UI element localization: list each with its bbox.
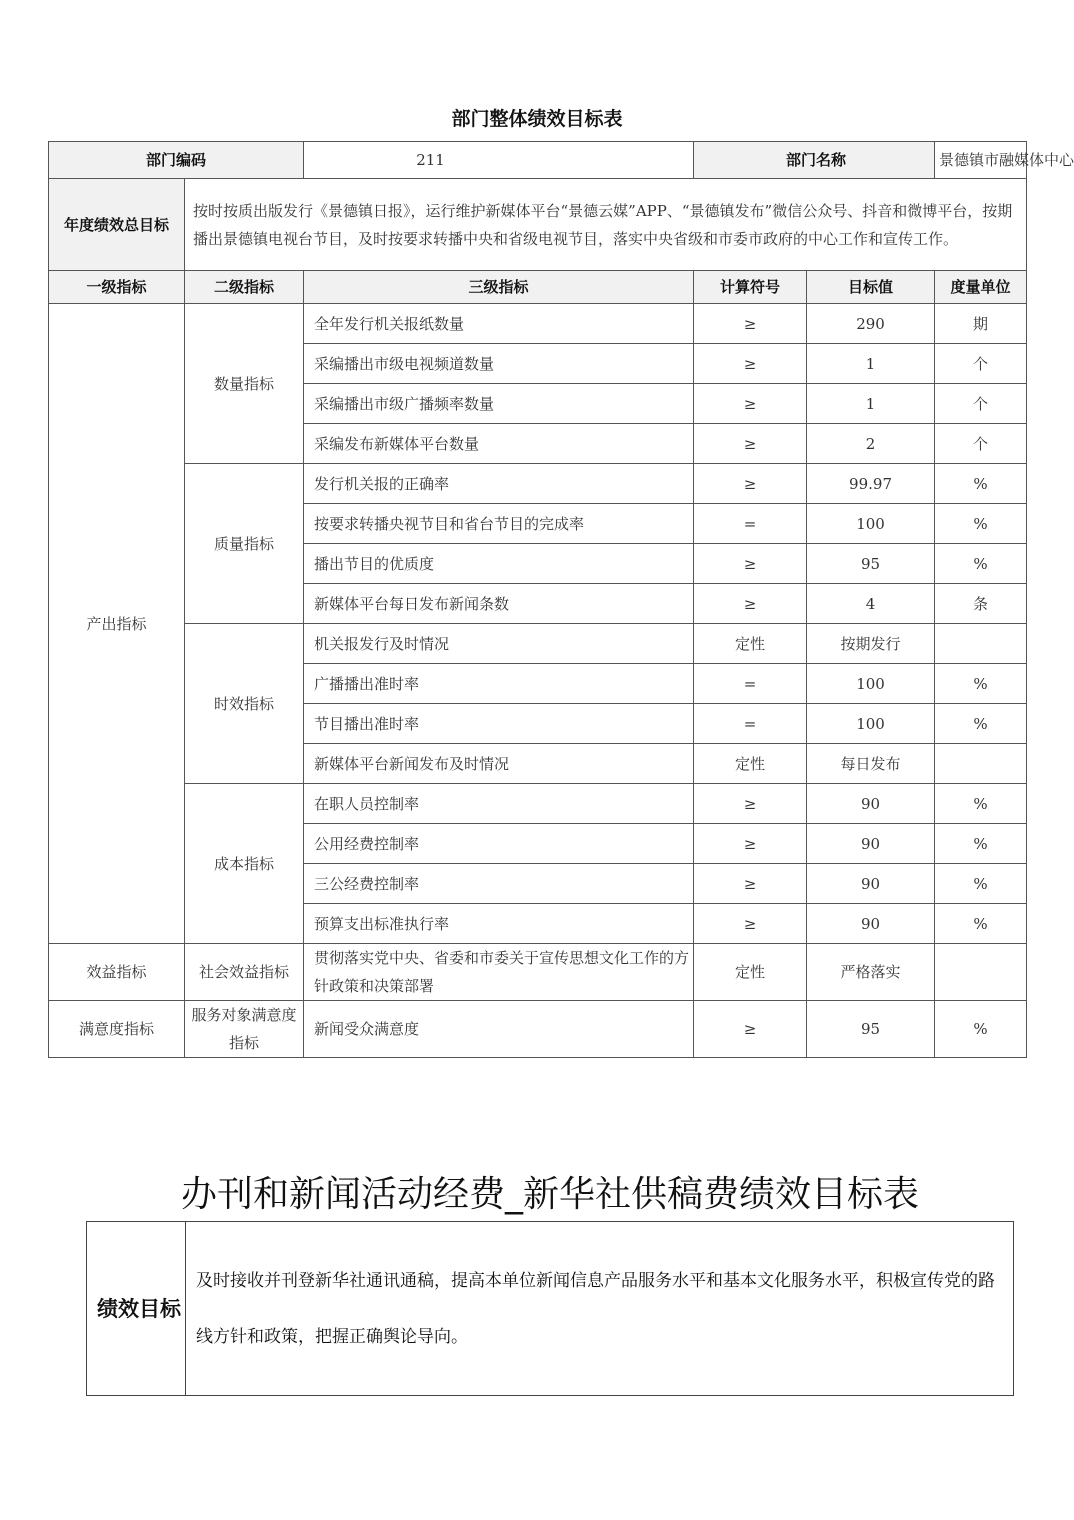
level2-service: 服务对象满意度指标 [185,1001,304,1058]
header-unit: 度量单位 [935,271,1027,304]
unit: % [935,1001,1027,1058]
calc-symbol: ≥ [694,584,807,624]
level3-name: 预算支出标准执行率 [304,904,694,944]
target-value: 100 [807,664,935,704]
unit [935,944,1027,1001]
performance-goal-label: 绩效目标 [87,1222,186,1396]
calc-symbol: ≥ [694,384,807,424]
xinhua-fee-performance-table [86,1221,1014,1396]
unit: % [935,664,1027,704]
calc-symbol: ≥ [694,824,807,864]
dept-info-row [49,142,1027,179]
annual-goal-text: 按时按质出版发行《景德镇日报》，运行维护新媒体平台“景德云媒”APP、“景德镇发布”微信公众号、抖音和微博平台，按期播出景德镇电视台节目，及时按要求转播中央和省级电视节目，落实中央省级和市委市政府的中心工作和宣传工作。 [185,179,1027,271]
calc-symbol: ≥ [694,904,807,944]
indicator-row [49,624,1027,664]
calc-symbol: ≥ [694,464,807,504]
calc-symbol: ≥ [694,424,807,464]
calc-symbol: = [694,664,807,704]
target-value: 95 [807,1001,935,1058]
calc-symbol: ≥ [694,784,807,824]
level3-name: 发行机关报的正确率 [304,464,694,504]
target-value: 按期发行 [807,624,935,664]
calc-symbol: ≥ [694,344,807,384]
calc-symbol: ≥ [694,864,807,904]
calc-symbol: 定性 [694,624,807,664]
unit: % [935,864,1027,904]
level2-social: 社会效益指标 [185,944,304,1001]
performance-goal-text: 及时接收并刊登新华社通讯通稿，提高本单位新闻信息产品服务水平和基本文化服务水平，积极宣传党的路线方针和政策，把握正确舆论导向。 [186,1222,1014,1396]
unit: % [935,824,1027,864]
dept-name-value: 景德镇市融媒体中心 [935,142,1027,179]
calc-symbol: ≥ [694,304,807,344]
indicator-row [49,1001,1027,1058]
level2-quantity: 数量指标 [185,304,304,464]
unit: % [935,464,1027,504]
header-target: 目标值 [807,271,935,304]
level3-name: 新媒体平台每日发布新闻条数 [304,584,694,624]
indicator-row [49,944,1027,1001]
target-value: 1 [807,344,935,384]
annual-goal-row [49,179,1027,271]
level3-name: 节目播出准时率 [304,704,694,744]
target-value: 严格落实 [807,944,935,1001]
level3-name: 新媒体平台新闻发布及时情况 [304,744,694,784]
indicator-rows [49,304,1027,1058]
calc-symbol: ≥ [694,1001,807,1058]
calc-symbol: = [694,704,807,744]
indicator-row [49,304,1027,344]
level3-name: 公用经费控制率 [304,824,694,864]
calc-symbol: 定性 [694,744,807,784]
level3-name: 全年发行机关报纸数量 [304,304,694,344]
target-value: 2 [807,424,935,464]
unit [935,744,1027,784]
header-level2: 二级指标 [185,271,304,304]
unit: % [935,904,1027,944]
indicator-row [49,464,1027,504]
level3-name: 播出节目的优质度 [304,544,694,584]
level1-output: 产出指标 [49,304,185,944]
level3-name: 采编播出市级电视频道数量 [304,344,694,384]
unit: 期 [935,304,1027,344]
level3-name: 广播播出准时率 [304,664,694,704]
target-value: 100 [807,704,935,744]
target-value: 290 [807,304,935,344]
unit: 条 [935,584,1027,624]
header-level3: 三级指标 [304,271,694,304]
target-value: 90 [807,864,935,904]
level3-name: 采编发布新媒体平台数量 [304,424,694,464]
header-symbol: 计算符号 [694,271,807,304]
calc-symbol: 定性 [694,944,807,1001]
level3-name: 贯彻落实党中央、省委和市委关于宣传思想文化工作的方针政策和决策部署 [304,944,694,1001]
unit: % [935,704,1027,744]
level3-name: 采编播出市级广播频率数量 [304,384,694,424]
unit: % [935,544,1027,584]
unit: % [935,784,1027,824]
target-value: 每日发布 [807,744,935,784]
unit: 个 [935,424,1027,464]
target-value: 1 [807,384,935,424]
unit [935,624,1027,664]
target-value: 99.97 [807,464,935,504]
dept-code-label: 部门编码 [49,142,304,179]
target-value: 4 [807,584,935,624]
level3-name: 在职人员控制率 [304,784,694,824]
unit: % [935,504,1027,544]
level2-cost: 成本指标 [185,784,304,944]
header-level1: 一级指标 [49,271,185,304]
dept-name-label: 部门名称 [694,142,935,179]
indicator-row [49,784,1027,824]
header-row [49,271,1027,304]
target-value: 90 [807,784,935,824]
level3-name: 三公经费控制率 [304,864,694,904]
target-value: 90 [807,824,935,864]
table1-title: 部门整体绩效目标表 [451,108,623,130]
level3-name: 机关报发行及时情况 [304,624,694,664]
target-value: 100 [807,504,935,544]
level3-name: 按要求转播央视节目和省台节目的完成率 [304,504,694,544]
table2-title: 办刊和新闻活动经费_新华社供稿费绩效目标表 [180,1174,919,1215]
level3-name: 新闻受众满意度 [304,1001,694,1058]
level2-timeliness: 时效指标 [185,624,304,784]
target-value: 90 [807,904,935,944]
calc-symbol: = [694,504,807,544]
unit: 个 [935,344,1027,384]
calc-symbol: ≥ [694,544,807,584]
dept-code-value: 211 [304,142,694,179]
unit: 个 [935,384,1027,424]
target-value: 95 [807,544,935,584]
level1-satisfaction: 满意度指标 [49,1001,185,1058]
department-performance-table [48,141,1074,1058]
annual-goal-label: 年度绩效总目标 [49,179,185,271]
level2-quality: 质量指标 [185,464,304,624]
level1-benefit: 效益指标 [49,944,185,1001]
